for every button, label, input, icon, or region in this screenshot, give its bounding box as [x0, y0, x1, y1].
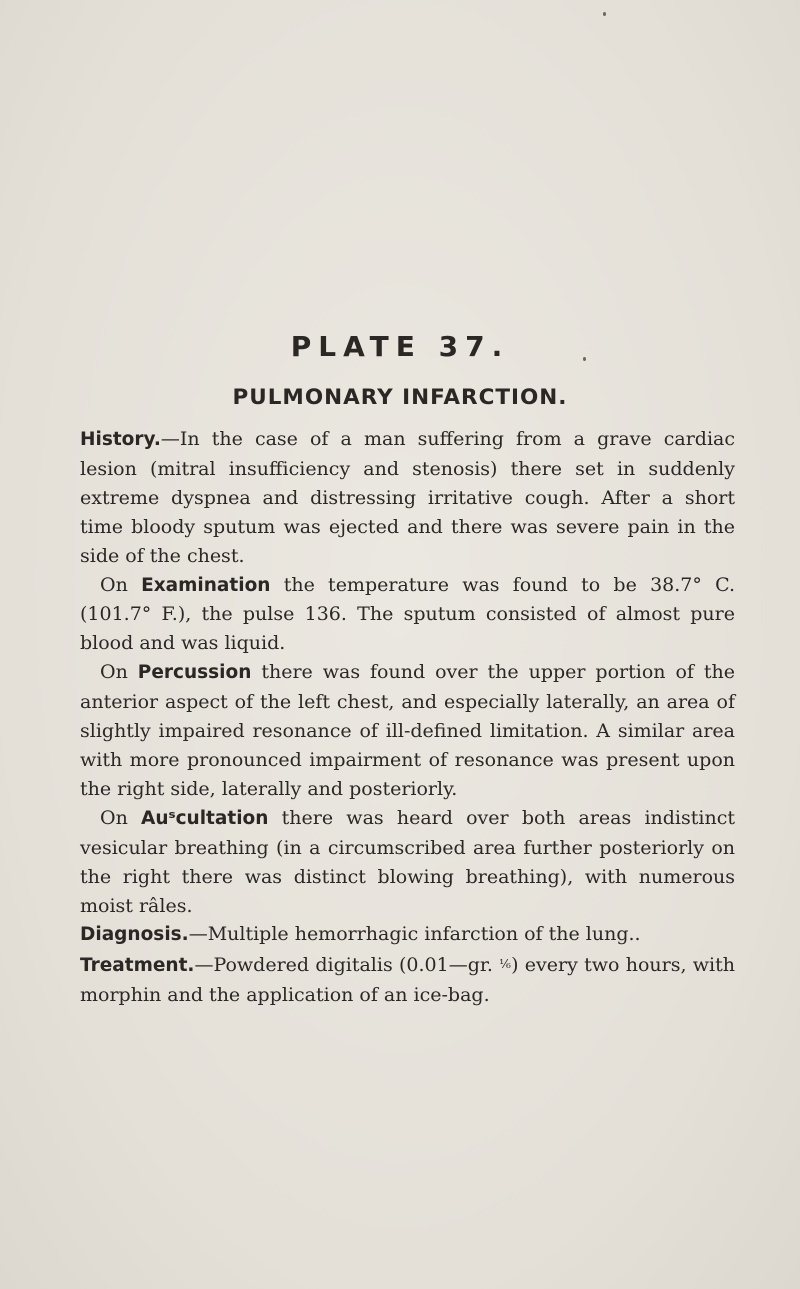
- auscultation-prefix: On: [100, 806, 142, 829]
- examination-text: the temperature was found to be 38.7° C. (101.7° F.), the pulse 136. The sputum consisted of almost pure blood and was liquid.: [80, 573, 736, 655]
- diagnosis-text: —Multiple hemorrhagic infarction of the lung..: [188, 923, 641, 946]
- percussion-text: there was found over the upper portion of the anterior aspect of the left chest, and especially laterally, an area of slightly impaired resonance of ill-defined limitation. A similar area with more pronounced impairment of resonance was present upon the right side, laterally and posteriorly.: [80, 661, 735, 800]
- history-paragraph: [80, 425, 735, 571]
- examination-prefix: On: [100, 573, 142, 596]
- history-heading: History.: [80, 429, 161, 450]
- article-title: PULMONARY INFARCTION.: [232, 385, 568, 410]
- history-text: —In the case of a man suffering from a grave cardiac lesion (mitral insufficiency and stenosis) there set in suddenly extreme dyspnea and distressing irritative cough. After a short time bloody sputum was ejected and there was severe pain in the side of the chest.: [80, 428, 735, 567]
- article-body: [80, 425, 735, 1010]
- treatment-text-after: ) every two hours, with morphin and the application of an ice-bag.: [80, 954, 735, 1007]
- auscultation-text: there was heard over both areas indistinct vesicular breathing (in a circumscribed area further posteriorly on the right there was distinct blowing breathing), with numerous moist râles.: [80, 806, 735, 917]
- diagnosis-paragraph: [80, 920, 735, 950]
- page-speck-top: [603, 12, 606, 16]
- examination-paragraph: [80, 571, 735, 659]
- auscultation-paragraph: [80, 804, 735, 921]
- treatment-heading: Treatment.: [80, 955, 195, 977]
- treatment-paragraph: [80, 950, 735, 1010]
- examination-heading: Examination: [141, 574, 271, 596]
- treatment-fraction: ⅙: [499, 957, 512, 972]
- percussion-heading: Percussion: [137, 662, 252, 684]
- auscultation-heading: Auˢcultation: [141, 807, 269, 829]
- diagnosis-heading: Diagnosis.: [80, 924, 189, 946]
- percussion-paragraph: [80, 658, 735, 804]
- plate-heading: PLATE 37.: [290, 330, 510, 363]
- percussion-prefix: On: [100, 661, 138, 684]
- treatment-text-before: —Powdered digitalis (0.01—gr.: [194, 954, 500, 977]
